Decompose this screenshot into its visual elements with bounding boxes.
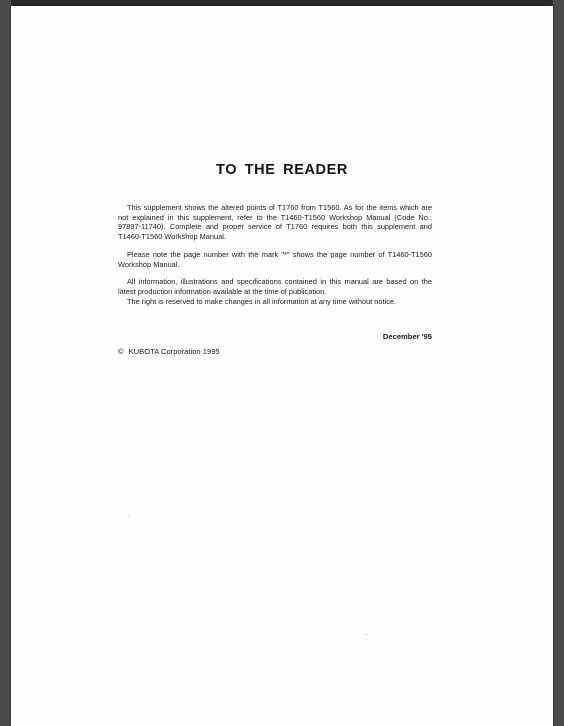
paragraph-rights-reserved: The right is reserved to make changes in all information at any time without notice. xyxy=(127,296,397,306)
copyright-notice xyxy=(118,347,220,356)
body-text-block xyxy=(118,203,432,306)
scan-speck xyxy=(366,634,367,635)
scan-speck xyxy=(129,516,130,517)
viewer-left-margin xyxy=(0,0,11,726)
page-title: TO THE READER xyxy=(216,162,348,178)
viewer-right-margin xyxy=(553,0,564,726)
copyright-icon: © xyxy=(118,347,124,356)
publication-date: December '95 xyxy=(382,332,432,341)
paragraph-page-number-note: Please note the page number with the mark "*" shows the page number of T1460-T1560 Workshop Manual. xyxy=(118,249,432,269)
copyright-text: KUBOTA Corporation 1995 xyxy=(128,347,220,356)
paragraph-supplement-intro: This supplement shows the altered points of T1760 from T1560. As for the items which are not explained in this supplement, refer to the T1460-T1560 Workshop Manual (Code No.: 97897-11740). Complete and proper service of T1760 requires both this supplement and T1460-T1560 Workshop Manual. xyxy=(118,203,432,242)
paragraph-information-note: All information, illustrations and specifications contained in this manual are based on the latest production information available at the time of publication. xyxy=(118,277,432,296)
document-page xyxy=(11,6,553,726)
